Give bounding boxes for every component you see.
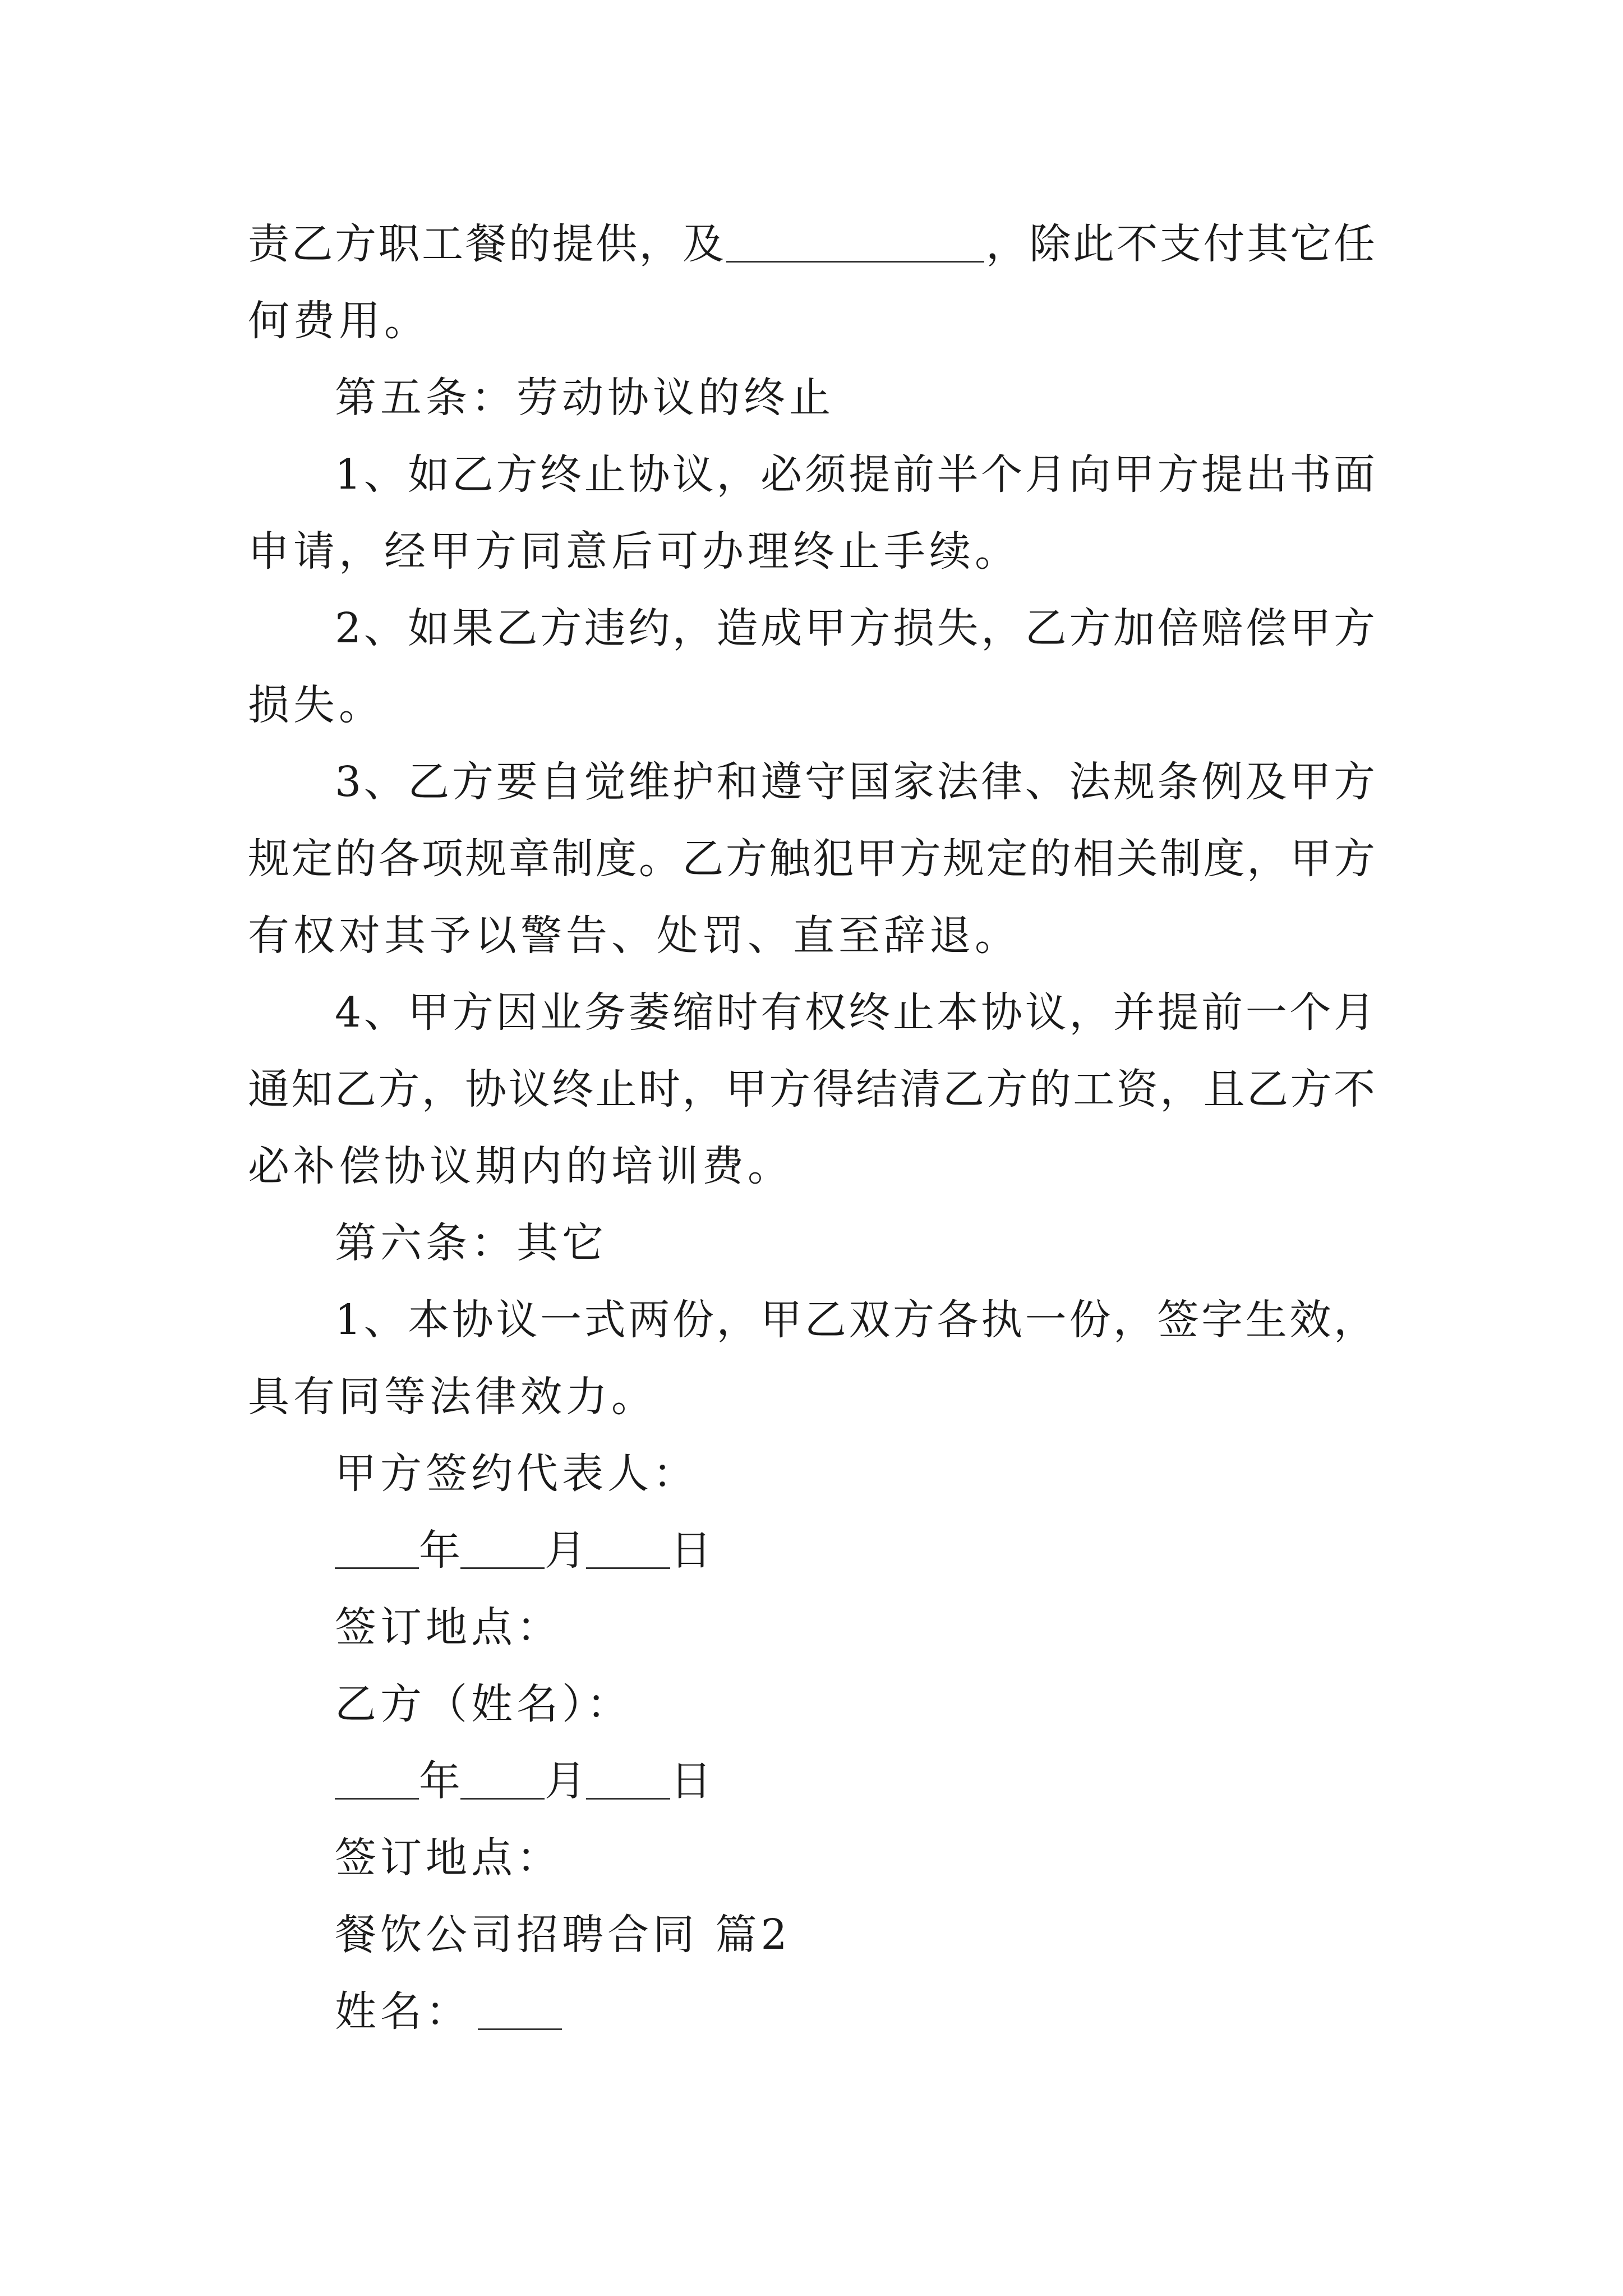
fill-in-blank [460, 1526, 545, 1569]
party-b-sign-place-label: 签订地点： [335, 1834, 562, 1882]
text-line: 必补偿协议期内的培训费。 [248, 1142, 793, 1190]
fill-in-blank [460, 1756, 545, 1800]
party-a-sign-place-label: 签订地点： [335, 1603, 562, 1651]
text-line: 何费用。 [248, 297, 430, 345]
fill-in-blank [335, 1526, 419, 1569]
text-line: 1、本协议一式两份，甲乙双方各执一份，签字生效， [335, 1296, 1375, 1344]
text-line: 1、如乙方终止协议，必须提前半个月向甲方提出书面 [335, 450, 1375, 499]
fill-in-blank [335, 1756, 419, 1800]
text-line: 4、甲方因业务萎缩时有权终止本协议，并提前一个月 [335, 988, 1375, 1037]
text-line: 有权对其予以警告、处罚、直至辞退。 [248, 912, 1020, 960]
text-line: 通知乙方，协议终止时，甲方得结清乙方的工资，且乙方不 [248, 1065, 1375, 1114]
party-a-date-line: 年 月 日 [335, 1522, 712, 1579]
name-field-line [335, 1984, 562, 2040]
fill-in-blank [478, 1987, 562, 2030]
article-6-heading: 第六条：其它 [335, 1219, 607, 1267]
text-line: 具有同等法律效力。 [248, 1373, 657, 1421]
fill-in-blank [586, 1756, 670, 1800]
article-5-heading: 第五条：劳动协议的终止 [335, 374, 834, 422]
text-line: 损失。 [248, 681, 384, 729]
fill-in-blank [726, 219, 984, 263]
party-a-signature-label: 甲方签约代表人： [335, 1450, 698, 1498]
name-label: 姓名： [335, 1987, 471, 2036]
text-line: 2、如果乙方违约，造成甲方损失，乙方加倍赔偿甲方 [335, 604, 1375, 652]
party-b-date-line: 年 月 日 [335, 1753, 712, 1809]
party-b-name-label: 乙方（姓名）： [335, 1680, 632, 1728]
text-line: 规定的各项规章制度。乙方触犯甲方规定的相关制度，甲方 [248, 835, 1375, 883]
text-line: 申请，经甲方同意后可办理终止手续。 [248, 527, 1020, 576]
text-line: 3、乙方要自觉维护和遵守国家法律、法规条例及甲方 [335, 758, 1375, 806]
text-line: 责乙方职工餐的提供，及 ，除此不支付其它任 [248, 220, 1375, 268]
fill-in-blank [586, 1526, 670, 1569]
section-2-title: 餐饮公司招聘合同 篇2 [335, 1911, 791, 1959]
